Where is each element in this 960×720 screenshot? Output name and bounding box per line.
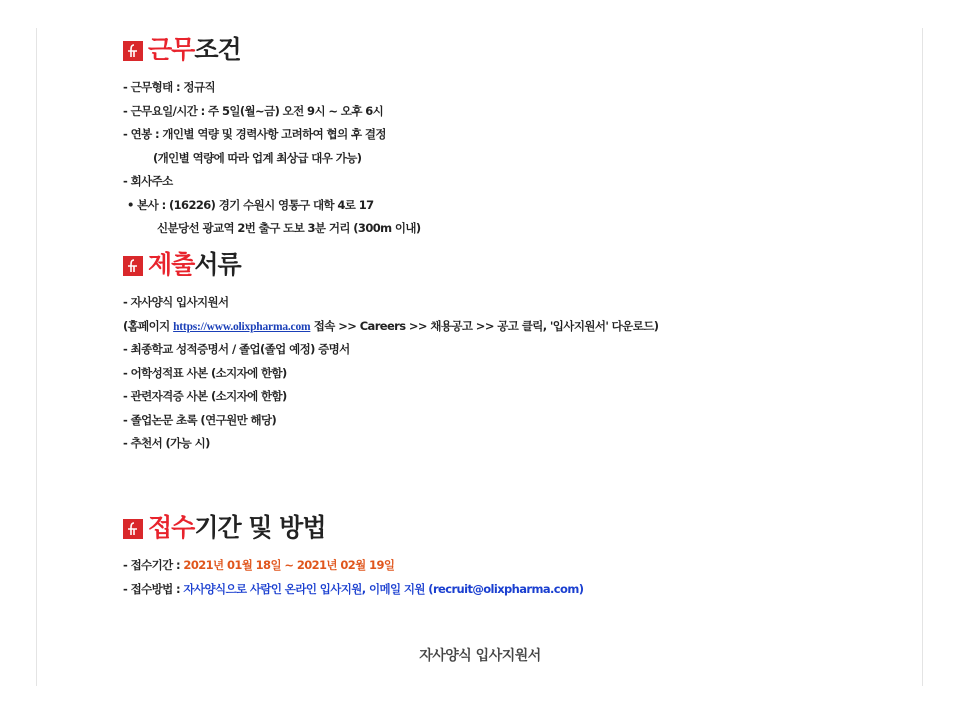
- work-type-value: : 정규직: [176, 80, 215, 94]
- left-border-line: [36, 28, 37, 686]
- work-conditions-heading: [123, 30, 421, 66]
- work-type-row: [123, 76, 421, 100]
- application-title-rest: 기간 및 방법: [194, 513, 326, 542]
- method-label: - 접수방법 :: [123, 581, 184, 596]
- documents-heading: [123, 245, 658, 281]
- documents-title-accent: 제출: [148, 250, 195, 279]
- work-title-rest: 조건: [194, 35, 241, 64]
- doc-note-prefix: (홈페이지: [123, 318, 174, 333]
- work-days-label: - 근무요일/시간: [123, 103, 198, 118]
- documents-section: [123, 245, 658, 456]
- application-section: [123, 508, 583, 601]
- hq-label: • 본사: [127, 197, 159, 212]
- work-title-accent: 근무: [148, 35, 195, 64]
- doc-item-application: - 자사양식 입사지원서: [123, 295, 229, 309]
- work-type-label: - 근무형태: [123, 80, 173, 94]
- doc-note-suffix: 접속 >> Careers >> 채용공고 >> 공고 클릭, '입사지원서' 다운로드): [310, 318, 659, 333]
- right-border-line: [922, 28, 923, 686]
- company-logo-icon: [123, 41, 143, 61]
- work-days-value: : 주 5일(월~금) 오전 9시 ~ 오후 6시: [200, 103, 384, 118]
- salary-row: [123, 123, 421, 147]
- homepage-link[interactable]: https://www.olixpharma.com: [173, 320, 311, 333]
- documents-title-rest: 서류: [194, 250, 241, 279]
- period-label: - 접수기간 :: [123, 558, 184, 572]
- application-method-row: [123, 578, 583, 602]
- application-period-row: [123, 554, 583, 578]
- doc-item-certificate: - 관련자격증 사본 (소지자에 한함): [123, 389, 287, 403]
- method-value: 자사양식으로 사람인 온라인 입사지원, 이메일 지원 (recruit@olixpharma.com): [183, 581, 584, 596]
- doc-item-application-note: [123, 315, 658, 339]
- period-value: 2021년 01월 18일 ~ 2021년 02월 19일: [183, 558, 395, 572]
- application-title-accent: 접수: [148, 513, 195, 542]
- doc-item-thesis-abstract: - 졸업논문 초록 (연구원만 해당): [123, 412, 277, 427]
- salary-note: (개인별 역량에 따라 업계 최상급 대우 가능): [153, 150, 362, 165]
- hq-value: : (16226) 경기 수원시 영통구 대학 4로 17: [161, 197, 374, 212]
- doc-item-recommendation: - 추천서 (가능 시): [123, 436, 210, 450]
- company-logo-icon: [123, 519, 143, 539]
- salary-label: - 연봉: [123, 127, 152, 141]
- address-label: - 회사주소: [123, 174, 173, 188]
- hq-address-row: [123, 194, 421, 218]
- doc-item-transcript: - 최종학교 성적증명서 / 졸업(졸업 예정) 증명서: [123, 342, 350, 356]
- application-heading: [123, 508, 583, 544]
- hq-directions: 신분당선 광교역 2번 출구 도보 3분 거리 (300m 이내): [157, 221, 421, 235]
- work-days-row: [123, 100, 421, 124]
- doc-item-language-score: - 어학성적표 사본 (소지자에 한함): [123, 365, 287, 380]
- application-form-download-caption[interactable]: 자사양식 입사지원서: [419, 648, 541, 664]
- salary-value: : 개인별 역량 및 경력사항 고려하여 협의 후 결정: [155, 127, 386, 141]
- work-conditions-section: [123, 30, 421, 241]
- company-logo-icon: [123, 256, 143, 276]
